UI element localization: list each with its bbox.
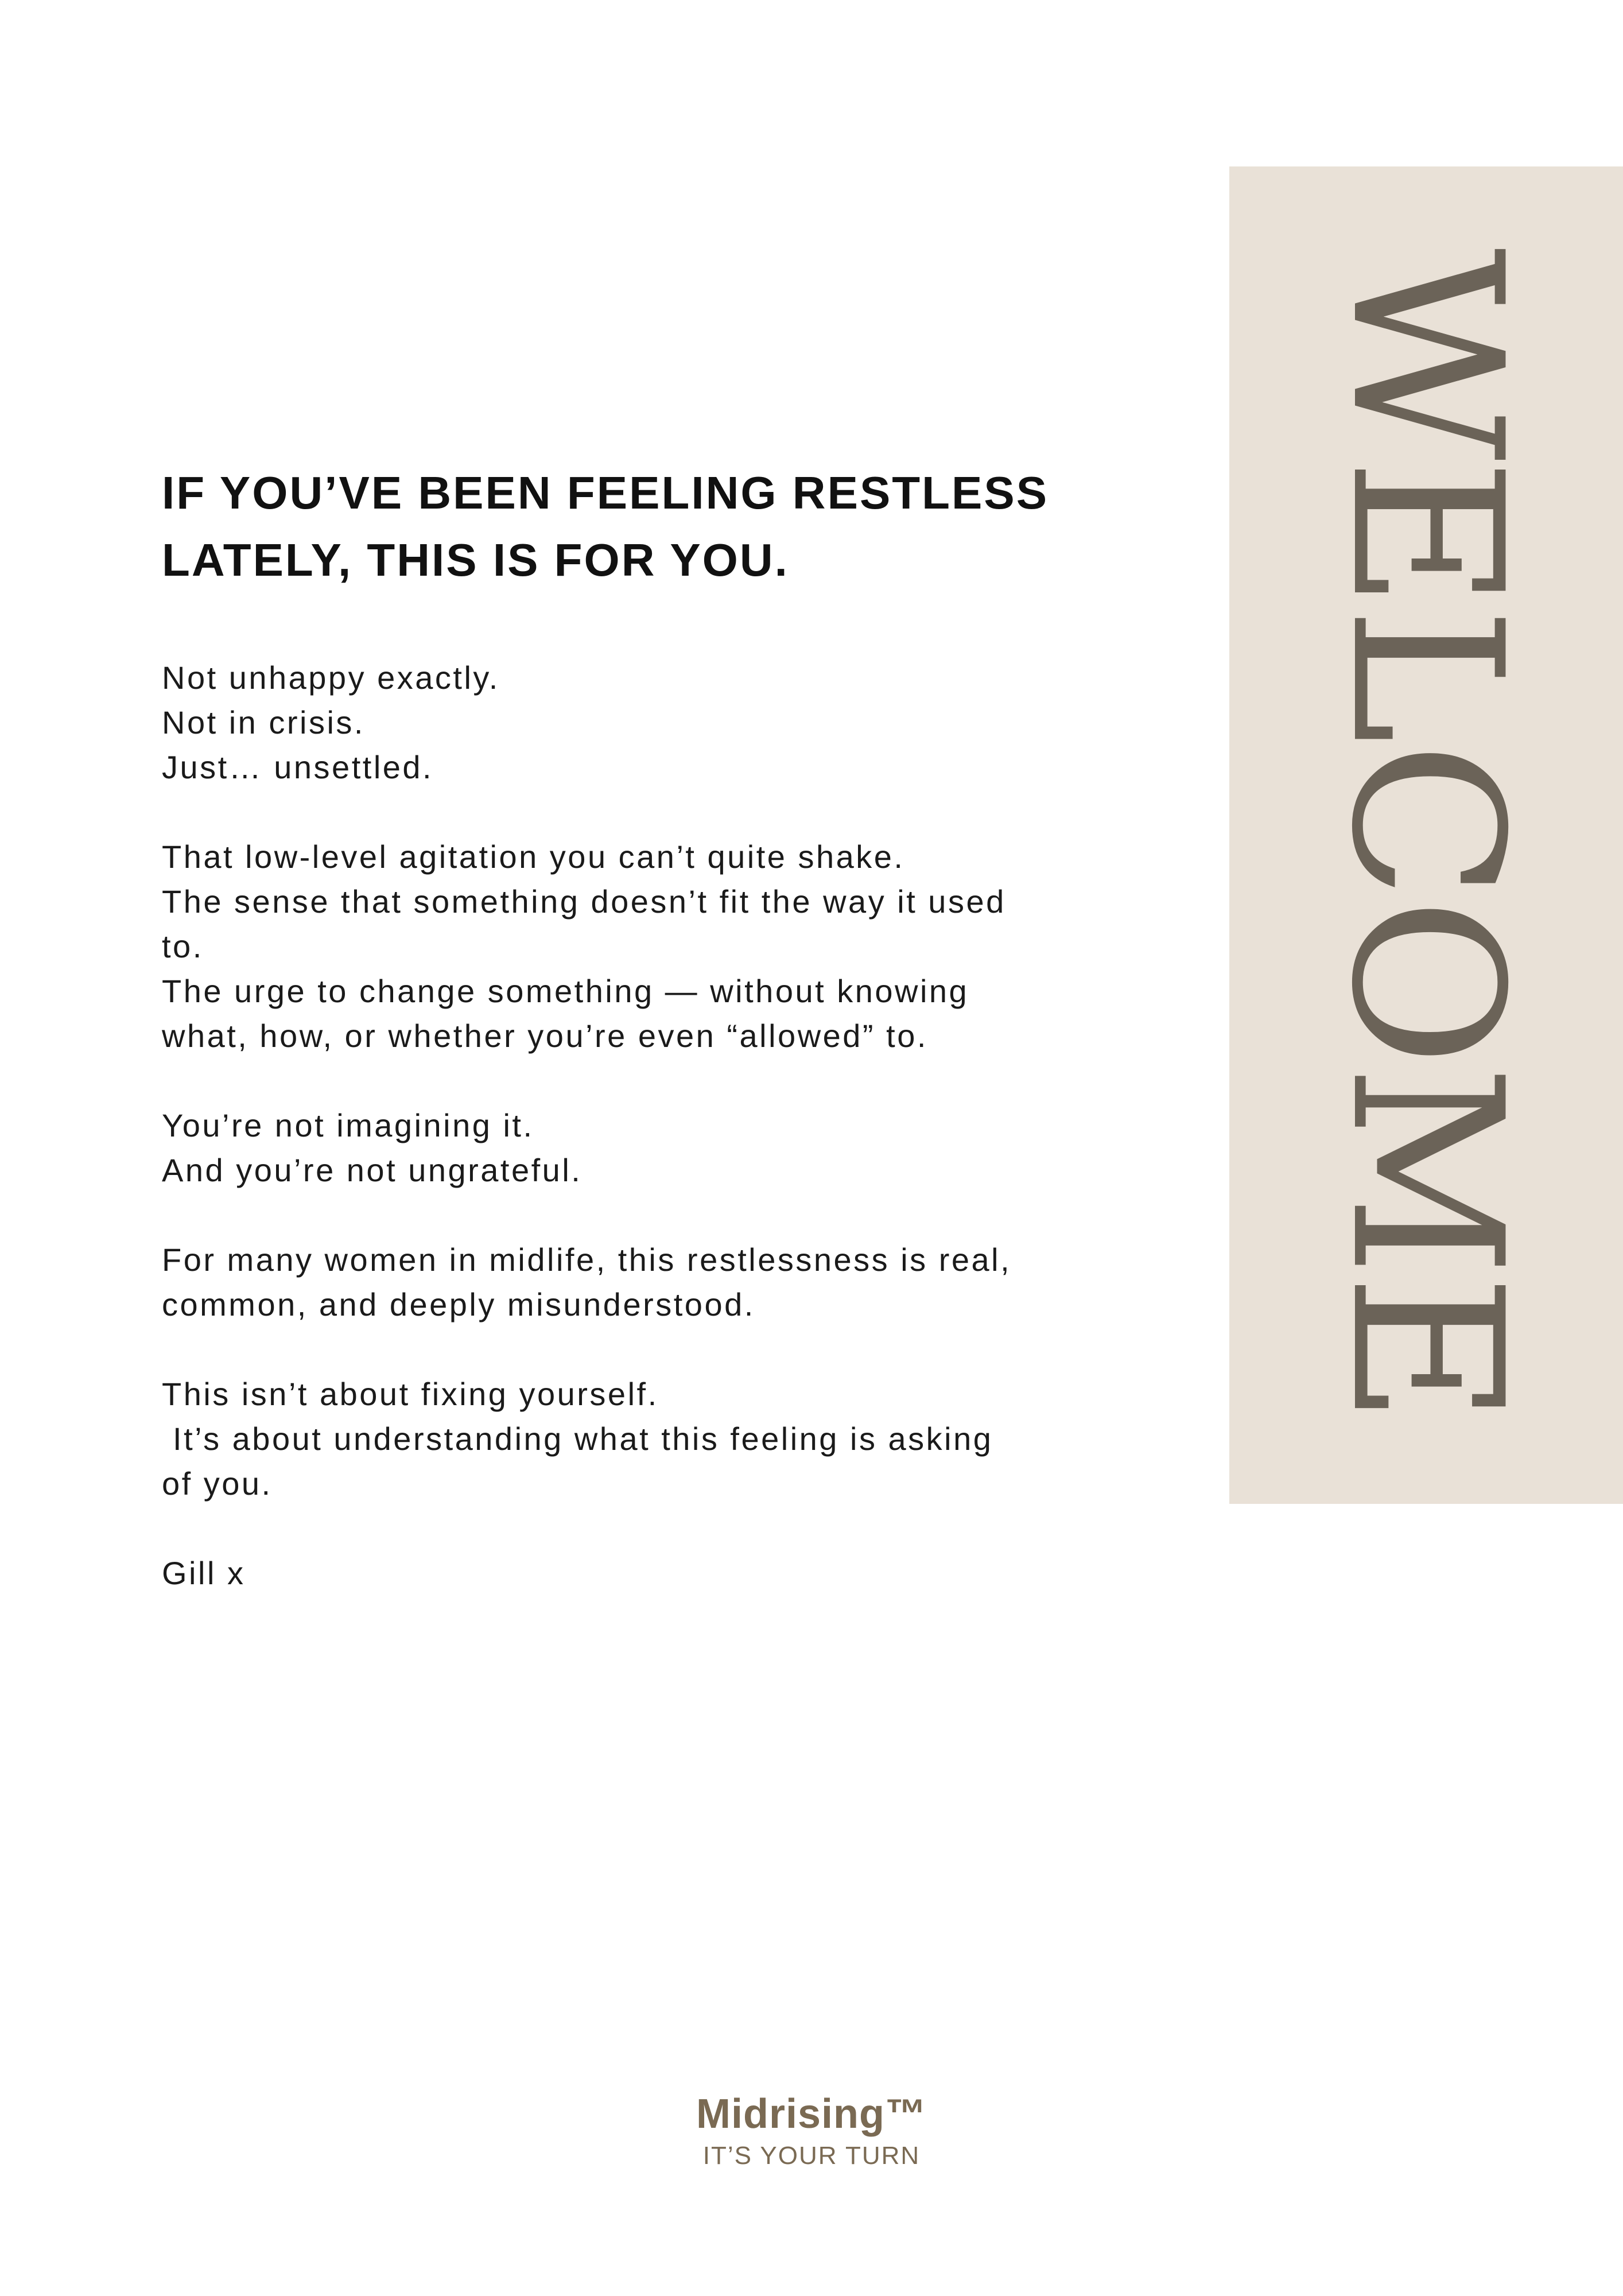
body-line: [162, 1193, 1166, 1238]
body-line: For many women in midlife, this restlessness is real,: [162, 1242, 1012, 1278]
body-line: The urge to change something — without knowing: [162, 973, 969, 1009]
body-line: [162, 1506, 1166, 1551]
body-line: It’s about understanding what this feeling is asking: [162, 1421, 993, 1457]
body-line: This isn’t about fixing yourself.: [162, 1376, 659, 1412]
welcome-side-panel: [1229, 166, 1623, 1504]
headline-line-1: IF YOU’VE BEEN FEELING RESTLESS: [162, 467, 1049, 518]
brand-tagline: IT’S YOUR TURN: [702, 2142, 921, 2170]
body-line: [162, 790, 1166, 835]
body-line: Just… unsettled.: [162, 749, 434, 785]
body-line: [162, 1327, 1166, 1372]
footer-brand: [0, 2088, 1623, 2172]
body-line: That low-level agitation you can’t quite shake.: [162, 839, 905, 875]
body-line: what, how, or whether you’re even “allowed” to.: [162, 1018, 928, 1054]
body-line: Not unhappy exactly.: [162, 660, 500, 696]
body-line: of you.: [162, 1465, 273, 1502]
body-line: You’re not imagining it.: [162, 1107, 534, 1143]
body-line: The sense that something doesn’t fit the way it used: [162, 883, 1006, 920]
body-line: Not in crisis.: [162, 704, 365, 740]
page-headline: [162, 459, 1137, 594]
body-line: to.: [162, 928, 204, 964]
signature: Gill x: [162, 1555, 246, 1591]
brand-name: Midrising™: [696, 2091, 927, 2137]
welcome-vertical-title: WELCOME: [1306, 248, 1547, 1422]
body-line: [162, 1058, 1166, 1103]
body-line: common, and deeply misunderstood.: [162, 1286, 755, 1322]
headline-line-2: LATELY, THIS IS FOR YOU.: [162, 534, 789, 585]
welcome-letter-body: [162, 656, 1166, 1596]
body-line: And you’re not ungrateful.: [162, 1152, 583, 1188]
